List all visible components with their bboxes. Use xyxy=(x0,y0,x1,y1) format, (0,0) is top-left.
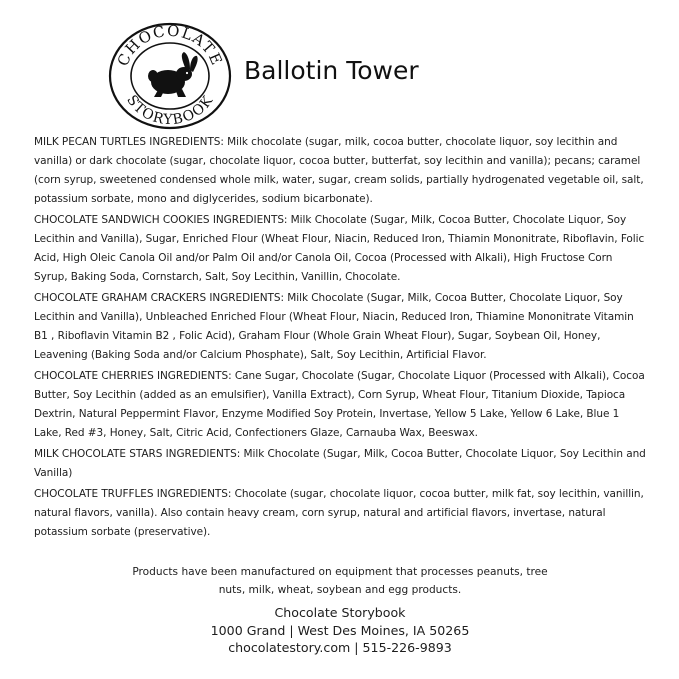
ingredient-milk-chocolate-stars: MILK CHOCOLATE STARS INGREDIENTS: Milk Chocolate (Sugar, Milk, Cocoa Butter, Chocolate Liquor, Soy Lecithin and Vanilla) xyxy=(34,448,646,479)
allergen-line-1: Products have been manufactured on equipment that processes peanuts, tree xyxy=(132,566,548,578)
logo-top-text: CHOCOLATE xyxy=(113,21,227,69)
contact-block xyxy=(140,604,540,657)
allergen-statement xyxy=(110,563,570,599)
rabbit-icon xyxy=(148,52,198,97)
company-name: Chocolate Storybook xyxy=(274,605,406,620)
brand-logo xyxy=(104,18,236,130)
ingredient-chocolate-truffles: CHOCOLATE TRUFFLES INGREDIENTS: Chocolate (sugar, chocolate liquor, cocoa butter, milk fat, soy lecithin, vanillin, natural flavors, vanilla). Also contain heavy cream, corn syrup, natural and artificial flavors, invertase, natural potassium sorbate (preservative). xyxy=(34,488,644,538)
company-web-phone: chocolatestory.com | 515-226-9893 xyxy=(228,640,452,655)
ingredient-chocolate-graham-crackers: CHOCOLATE GRAHAM CRACKERS INGREDIENTS: Milk Chocolate (Sugar, Milk, Cocoa Butter, Chocolate Liquor, Soy Lecithin and Vanilla), Unbleached Enriched Flour (Wheat Flour, Niacin, Reduced Iron, Thiamine Mononitrate Vitamin B1 , Riboflavin Vitamin B2 , Folic Acid), Graham Flour (Whole Grain Wheat Flour), Sugar, Soybean Oil, Honey, Leavening (Baking Soda and/or Calcium Phosphate), Salt, Soy Lecithin, Artificial Flavor. xyxy=(34,292,634,361)
logo-bottom-text: STORYBOOK xyxy=(123,92,217,129)
allergen-line-2: nuts, milk, wheat, soybean and egg products. xyxy=(218,584,462,596)
ingredient-chocolate-sandwich-cookies: CHOCOLATE SANDWICH COOKIES INGREDIENTS: Milk Chocolate (Sugar, Milk, Cocoa Butter, Chocolate Liquor, Soy Lecithin and Vanilla), Sugar, Enriched Flour (Wheat Flour, Niacin, Reduced Iron, Thiamin Mononitrate, Riboflavin, Folic Acid, High Oleic Canola Oil and/or Palm Oil and/or Canola Oil, Cocoa (Processed with Alkali), High Fructose Corn Syrup, Baking Soda, Cornstarch, Salt, Soy Lecithin, Vanillin, Chocolate. xyxy=(34,214,645,283)
header xyxy=(104,18,644,130)
ingredient-milk-pecan-turtles: MILK PECAN TURTLES INGREDIENTS: Milk chocolate (sugar, milk, cocoa butter, chocolate liquor, soy lecithin and vanilla) or dark chocolate (sugar, chocolate liquor, cocoa butter, butterfat, soy lecithin and vanilla); pecans; caramel (corn syrup, sweetened condensed whole milk, water, sugar, cream solids, partially hydrogenated vegetable oil, salt, potassium sorbate, mono and diglycerides, sodium bicarbonate). xyxy=(34,136,644,205)
ingredient-chocolate-cherries: CHOCOLATE CHERRIES INGREDIENTS: Cane Sugar, Chocolate (Sugar, Chocolate Liquor (Processed with Alkali), Cocoa Butter, Soy Lecithin (added as an emulsifier), Vanilla Extract), Corn Syrup, Wheat Flour, Titanium Dioxide, Tapioca Dextrin, Natural Peppermint Flavor, Enzyme Modified Soy Protein, Invertase, Yellow 5 Lake, Yellow 6 Lake, Blue 1 Lake, Red #3, Honey, Salt, Citric Acid, Confectioners Glaze, Carnauba Wax, Beeswax. xyxy=(34,370,645,439)
product-title: Ballotin Tower xyxy=(244,56,419,85)
ingredients-section xyxy=(34,133,646,544)
company-address: 1000 Grand | West Des Moines, IA 50265 xyxy=(210,622,470,638)
